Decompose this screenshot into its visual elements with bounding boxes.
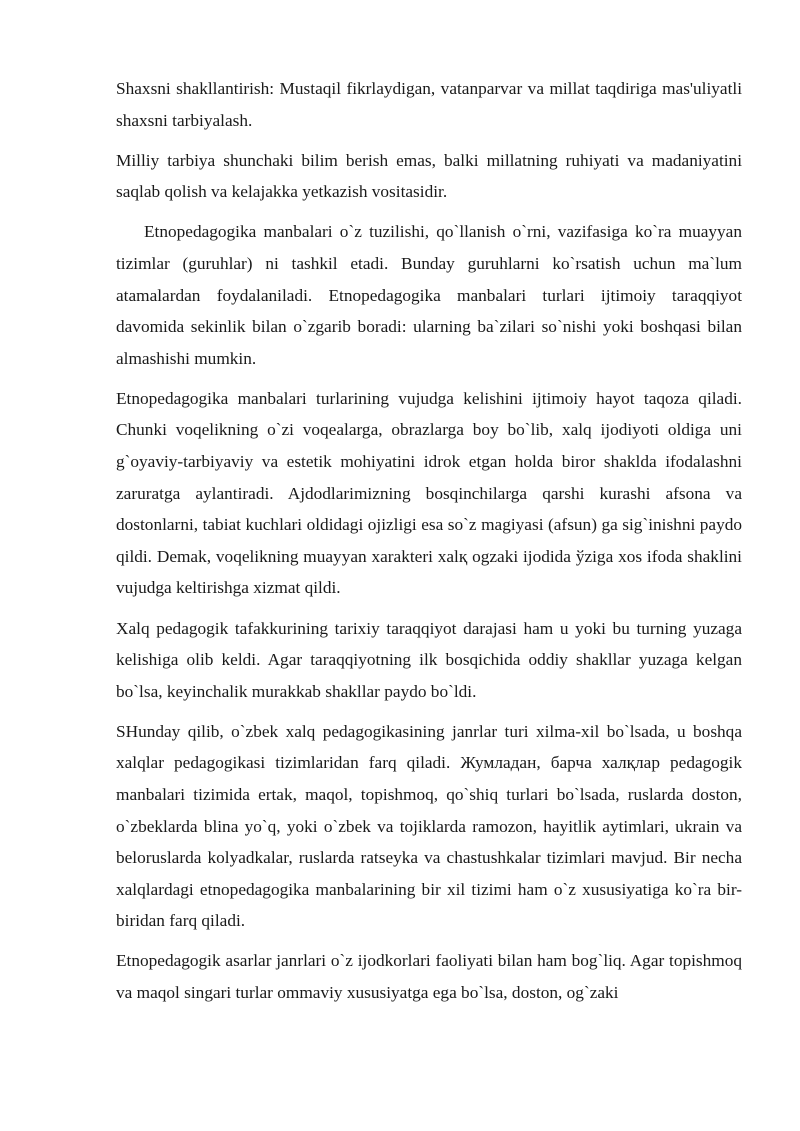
document-body	[116, 73, 742, 1017]
paragraph: Milliy tarbiya shunchaki bilim berish emas, balki millatning ruhiyati va madaniyatini saqlab qolish va kelajakka yetkazish vositasidir.	[116, 150, 742, 202]
paragraph: Etnopedagogika manbalari o`z tuzilishi, qo`llanish o`rni, vazifasiga ko`ra muayyan tizimlar (guruhlar) ni tashkil etadi. Bunday guruhlarni ko`rsatish uchun ma`lum atamalardan foydalaniladi. Etnopedagogika manbalari turlari ijtimoiy taraqqiyot davomida sekinlik bilan o`zgarib boradi: ularning ba`zilari so`nishi yoki boshqasi bilan almashishi mumkin.	[116, 222, 742, 368]
paragraph: Etnopedagogika manbalari turlarining vujudga kelishini ijtimoiy hayot taqoza qiladi. Chunki voqelikning o`zi voqealarga, obrazlarga boy bo`lib, xalq ijodiyoti oldiga uni g`oyaviy-tarbiyaviy va estetik mohiyatini idrok etgan holda biror shaklda ifodalashni zaruratga aylantiradi. Ajdodlarimizning bosqinchilarga qarshi kurashi afsona va dostonlarni, tabiat kuchlari oldidagi ojizligi esa so`z magiyasi (afsun) ga sig`inishni paydo qildi. Demak, voqelikning muayyan xarakteri xalқ ogzaki ijodida ўziga xos ifoda shaklini vujudga keltirishga xizmat qildi.	[116, 388, 742, 598]
paragraph: SHunday qilib, o`zbek xalq pedagogikasining janrlar turi xilma-xil bo`lsada, u boshqa xalqlar pedagogikasi tizimlaridan farq qiladi. Жумладан, барча халқлар pedagogik manbalari tizimida ertak, maqol, topishmoq, qo`shiq turlari bo`lsada, ruslarda doston, o`zbeklarda blina yo`q, yoki o`zbek va tojiklarda ramozon, hayitlik aytimlari, ukrain va beloruslarda kolyadkalar, ruslarda ratseyka va chastushkalar tizimlari mavjud. Bir necha xalqlardagi etnopedagogika manbalarining bir xil tizimi ham o`z xususiyatiga ko`ra bir-biridan farq qiladi.	[116, 721, 742, 931]
paragraph: Etnopedagogik asarlar janrlari o`z ijodkorlari faoliyati bilan ham bog`liq. Agar topishmoq va maqol singari turlar ommaviy xususiyatga ega bo`lsa, doston, og`zaki	[116, 951, 742, 1003]
paragraph: Xalq pedagogik tafakkurining tarixiy taraqqiyot darajasi ham u yoki bu turning yuzaga kelishiga olib keldi. Agar taraqqiyotning ilk bosqichida oddiy shakllar yuzaga kelgan bo`lsa, keyinchalik murakkab shakllar paydo bo`ldi.	[116, 618, 742, 701]
paragraph: Shaxsni shakllantirish: Mustaqil fikrlaydigan, vatanparvar va millat taqdiriga mas'uliyatli shaxsni tarbiyalash.	[116, 79, 742, 130]
